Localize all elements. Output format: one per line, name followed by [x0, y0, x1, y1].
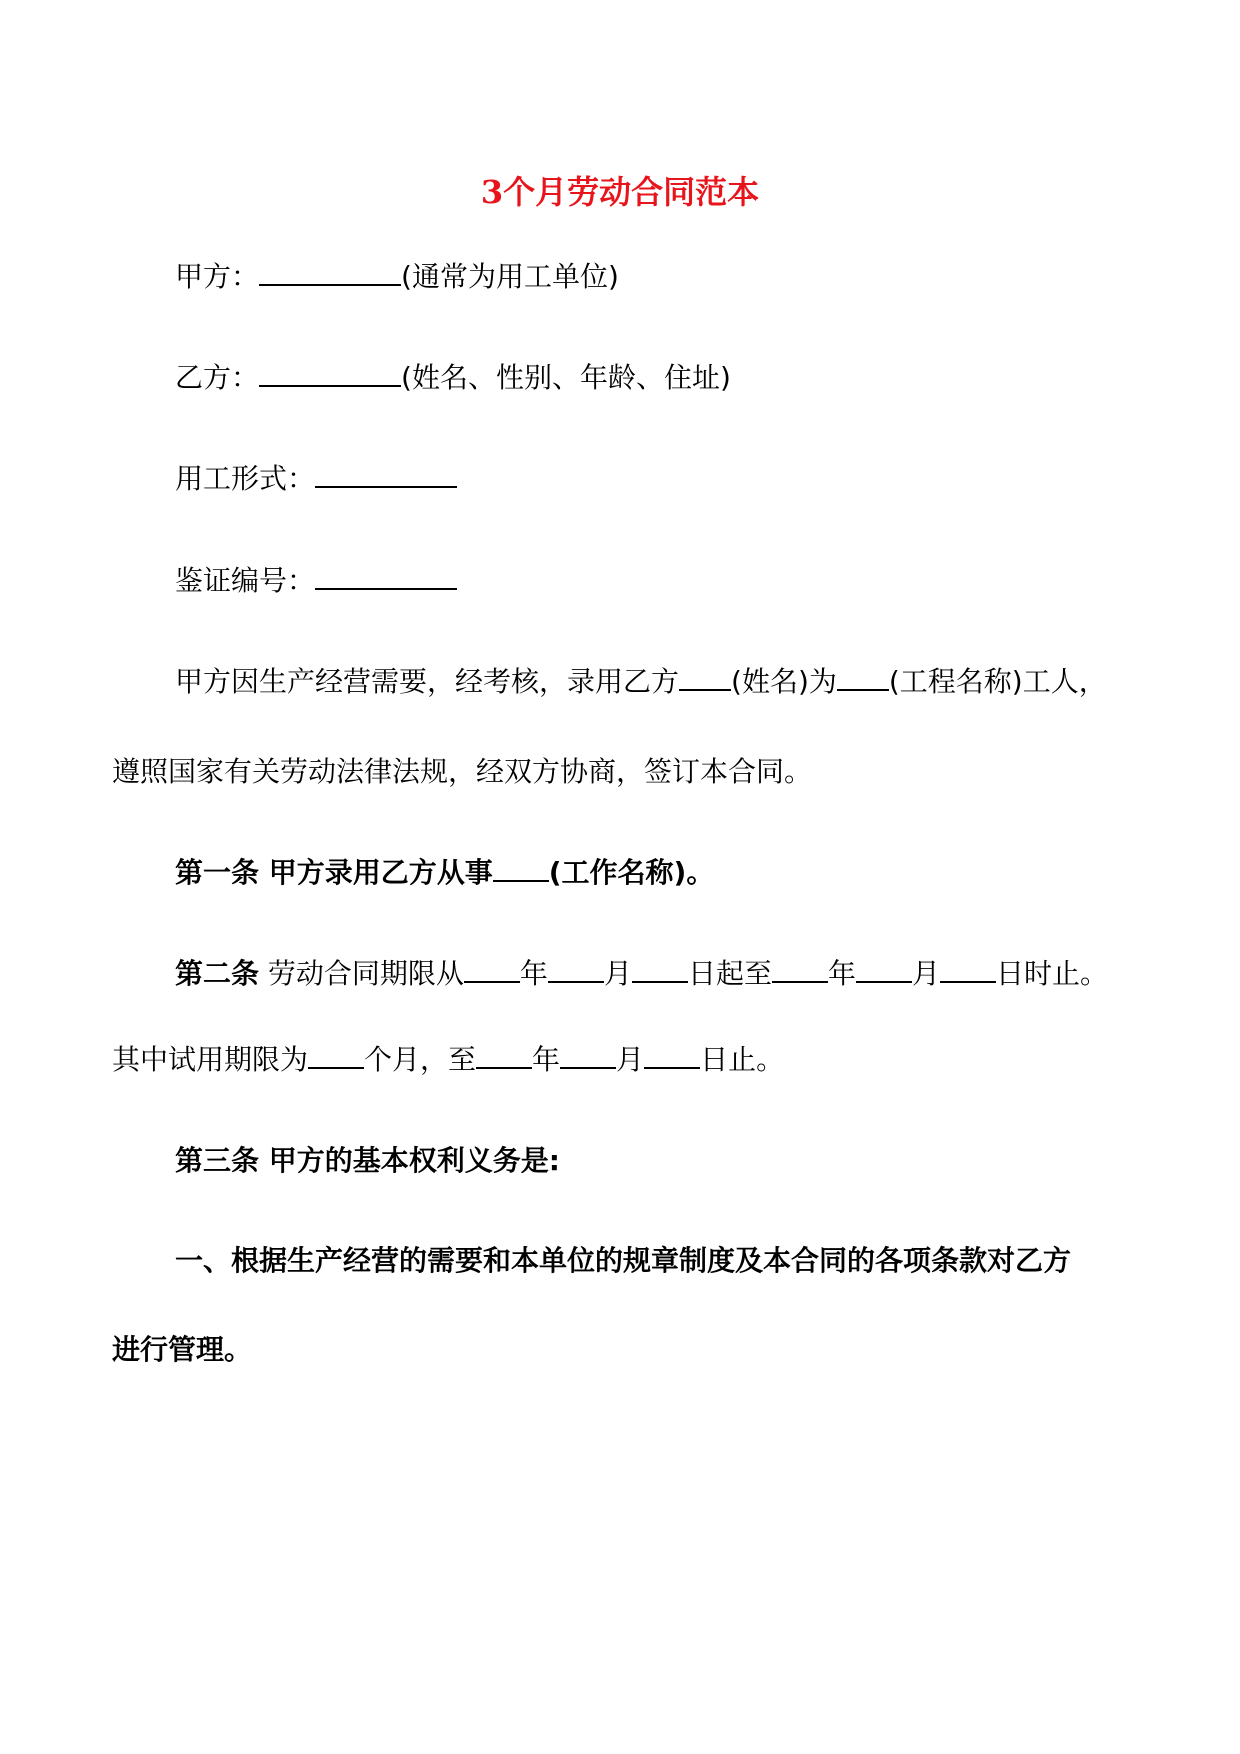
start-year-blank[interactable] [464, 953, 520, 983]
start-month-blank[interactable] [548, 953, 604, 983]
probation-day-blank[interactable] [644, 1039, 700, 1069]
probation-year-label: 年 [532, 1043, 561, 1076]
article-3-item-1-line-2 [112, 1330, 252, 1370]
probation-month-blank[interactable] [560, 1039, 616, 1069]
party-b-hint: (姓名、性别、年龄、住址) [401, 361, 731, 394]
article-1 [175, 852, 714, 893]
intro-line2-text: 遵照国家有关劳动法律法规，经双方协商，签订本合同。 [112, 755, 813, 788]
article-3-item-1-text2: 进行管理。 [112, 1333, 253, 1366]
start-month-label: 月 [603, 957, 632, 990]
article-2-heading: 第二条 [175, 957, 260, 990]
article-2-line-1 [175, 953, 1108, 994]
end-year-label: 年 [827, 957, 856, 990]
probation-text-a: 其中试用期限为 [112, 1043, 309, 1076]
job-title-blank[interactable] [493, 852, 549, 882]
verification-no-label: 鉴证编号： [175, 564, 316, 597]
intro-line-2 [112, 752, 812, 792]
intro-part1: 甲方因生产经营需要，经考核，录用乙方 [175, 665, 680, 698]
probation-text-b: 个月，至 [364, 1043, 477, 1076]
verification-no-line [175, 560, 457, 601]
article-3-heading-text: 第三条 甲方的基本权利义务是: [175, 1144, 560, 1177]
party-a-hint: (通常为用工单位) [401, 260, 619, 293]
party-a-label: 甲方： [175, 260, 260, 293]
intro-part2: (姓名)为 [731, 665, 837, 698]
project-name-blank[interactable] [837, 661, 889, 691]
start-day-blank[interactable] [632, 953, 688, 983]
party-b-label: 乙方： [175, 361, 260, 394]
end-day-label: 日时止。 [996, 957, 1109, 990]
probation-months-blank[interactable] [308, 1039, 364, 1069]
end-month-label: 月 [911, 957, 940, 990]
party-a-blank[interactable] [259, 256, 401, 286]
employment-form-blank[interactable] [315, 458, 457, 488]
employment-form-label: 用工形式： [175, 462, 316, 495]
verification-no-blank[interactable] [315, 560, 457, 590]
document-title: 3个月劳动合同范本 [480, 173, 760, 211]
start-day-label: 日起至 [687, 957, 772, 990]
intro-part3: (工程名称)工人， [888, 665, 1107, 698]
end-day-blank[interactable] [940, 953, 996, 983]
employment-form-line [175, 458, 457, 499]
article-1-text1: 第一条 甲方录用乙方从事 [175, 856, 493, 889]
end-month-blank[interactable] [856, 953, 912, 983]
party-a-line [175, 256, 619, 297]
end-year-blank[interactable] [772, 953, 828, 983]
probation-month-label: 月 [616, 1043, 645, 1076]
article-3-heading [175, 1141, 560, 1181]
article-3-item-1-line-1 [175, 1241, 1071, 1281]
start-year-label: 年 [519, 957, 548, 990]
article-1-text2: (工作名称)。 [548, 856, 715, 889]
article-3-item-1-text1: 一、根据生产经营的需要和本单位的规章制度及本合同的各项条款对乙方 [175, 1244, 1072, 1277]
party-b-blank[interactable] [259, 357, 401, 387]
article-2-text1: 劳动合同期限从 [259, 957, 464, 990]
party-b-line [175, 357, 731, 398]
intro-line-1 [175, 661, 1107, 702]
worker-name-blank[interactable] [679, 661, 731, 691]
probation-day-label: 日止。 [700, 1043, 785, 1076]
probation-year-blank[interactable] [476, 1039, 532, 1069]
article-2-line-2 [112, 1039, 784, 1080]
